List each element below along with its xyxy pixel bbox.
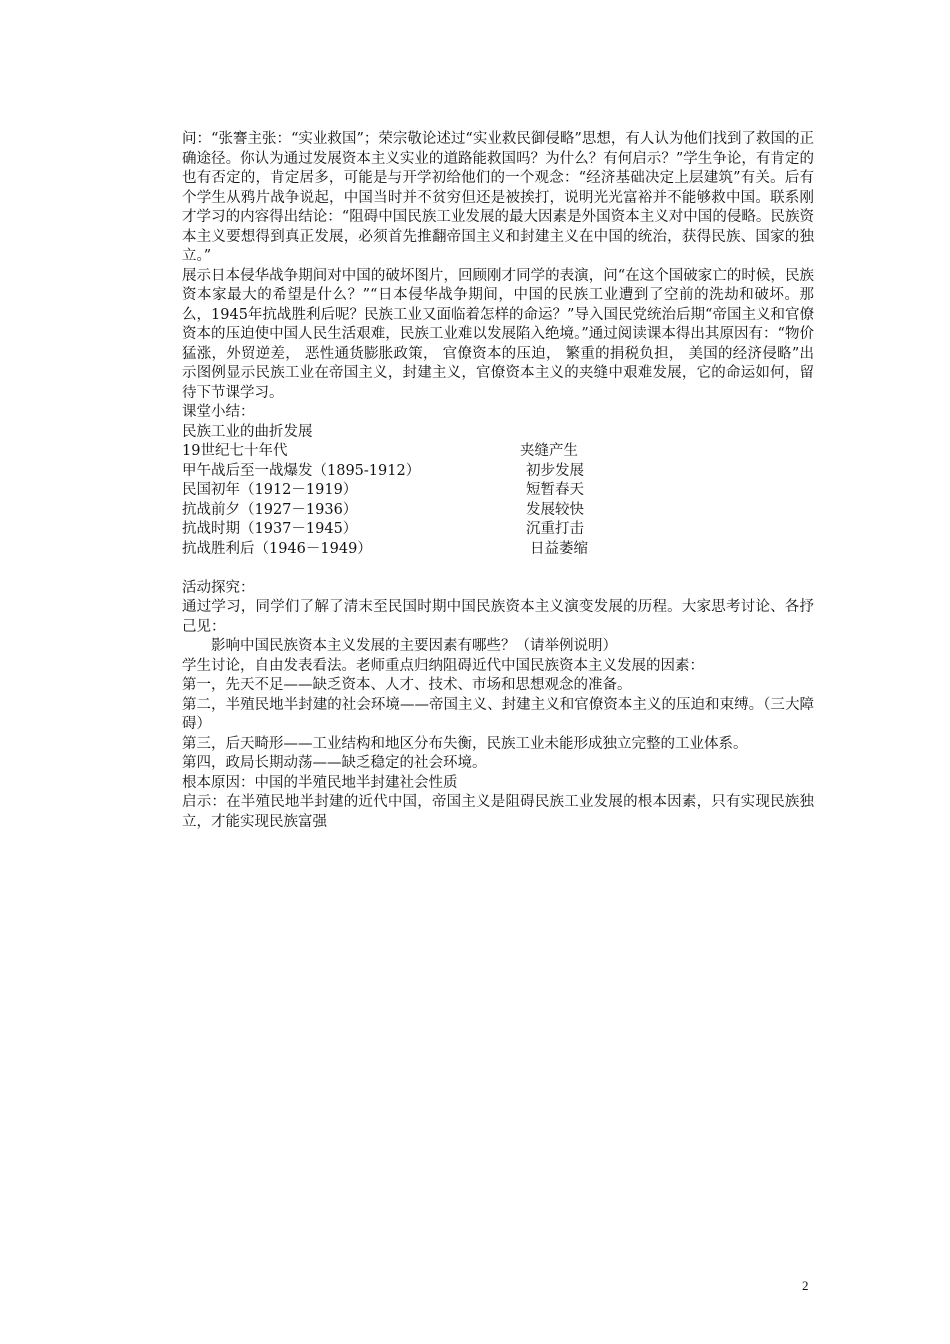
document-page	[182, 130, 814, 832]
paragraph-japan-invasion: 展示日本侵华战争期间对中国的破坏图片，回顾刚才同学的表演，问“在这个国破家亡的时候，民族资本家最大的希望是什么？”“日本侵华战争期间，中国的民族工业遭到了空前的洗劫和破坏。那么，1945年抗战胜利后呢？民族工业又面临着怎样的命运？”导入国民党统治后期“帝国主义和官僚资本的压迫使中国人民生活艰难，民族工业难以发展陷入绝境。”通过阅读课本得出其原因有：“物价猛涨，外贸逆差， 恶性通货膨胀政策， 官僚资本的压迫， 繁重的捐税负担， 美国的经济侵略”出示图例显示民族工业在帝国主义，封建主义，官僚资本主义的夹缝中艰难发展，它的命运如何，留待下节课学习。	[182, 267, 814, 401]
timeline-period: 19世纪七十年代	[182, 443, 288, 459]
timeline-row	[182, 481, 814, 501]
timeline-row	[182, 442, 814, 462]
timeline-row	[182, 520, 814, 540]
timeline-stage: 短暂春天	[526, 482, 584, 498]
factor-item: 第四，政局长期动荡——缺乏稳定的社会环境。	[182, 755, 487, 771]
page-number: 2	[802, 1278, 809, 1293]
timeline-stage: 日益萎缩	[530, 540, 588, 557]
timeline-period: 抗战时期（1937－1945）	[182, 521, 358, 537]
timeline-stage: 沉重打击	[526, 521, 584, 537]
summary-label: 课堂小结：	[182, 404, 255, 420]
activity-question: 影响中国民族资本主义发展的主要因素有哪些？（请举例说明）	[211, 638, 617, 654]
timeline-period: 抗战胜利后（1946－1949）	[182, 540, 372, 557]
factor-item: 第二，半殖民地半封建的社会环境——帝国主义、封建主义和官僚资本主义的压迫和束缚。（三大障碍）	[182, 696, 814, 732]
factor-item: 第一，先天不足——缺乏资本、人才、技术、市场和思想观念的准备。	[182, 677, 632, 693]
timeline-period: 民国初年（1912－1919）	[182, 482, 358, 498]
timeline-period: 抗战前夕（1927－1936）	[182, 501, 358, 518]
timeline-stage: 夹缝产生	[520, 443, 578, 459]
timeline-period: 甲午战后至一战爆发（1895-1912）	[182, 462, 421, 479]
insight: 启示：在半殖民地半封建的近代中国，帝国主义是阻碍民族工业发展的根本因素，只有实现民族独立，才能实现民族富强	[182, 794, 814, 830]
blank-line	[182, 559, 814, 579]
timeline-stage: 发展较快	[526, 501, 584, 518]
timeline-row	[182, 462, 814, 482]
activity-label: 活动探究：	[182, 579, 255, 596]
timeline-row	[182, 501, 814, 521]
timeline-stage: 初步发展	[526, 462, 584, 479]
factor-item: 第三，后天畸形——工业结构和地区分布失衡，民族工业未能形成独立完整的工业体系。	[182, 735, 748, 752]
timeline-list	[182, 442, 814, 559]
paragraph-question-discussion: 问：“张謇主张：“实业救国”；荣宗敬论述过“实业救民御侵略”思想，有人认为他们找到了救国的正确途径。你认为通过发展资本主义实业的道路能救国吗？为什么？有何启示？”学生争论，有肯定的也有否定的，肯定居多，可能是与开学初给他们的一个观念：“经济基础决定上层建筑”有关。后有个学生从鸦片战争说起，中国当时并不贫穷但还是被挨打，说明光光富裕并不能够救中国。联系刚才学习的内容得出结论：“阻碍中国民族工业发展的最大因素是外国资本主义对中国的侵略。民族资本主义要想得到真正发展，必须首先推翻帝国主义和封建主义在中国的统治，获得民族、国家的独立。”	[182, 131, 814, 264]
summary-subtitle: 民族工业的曲折发展	[182, 423, 313, 440]
activity-intro: 通过学习，同学们了解了清末至民国时期中国民族资本主义演变发展的历程。大家思考讨论、各抒己见：	[182, 599, 814, 635]
timeline-row	[182, 540, 814, 560]
activity-discussion: 学生讨论，自由发表看法。老师重点归纳阻碍近代中国民族资本主义发展的因素：	[182, 657, 704, 674]
root-cause: 根本原因：中国的半殖民地半封建社会性质	[182, 774, 458, 791]
